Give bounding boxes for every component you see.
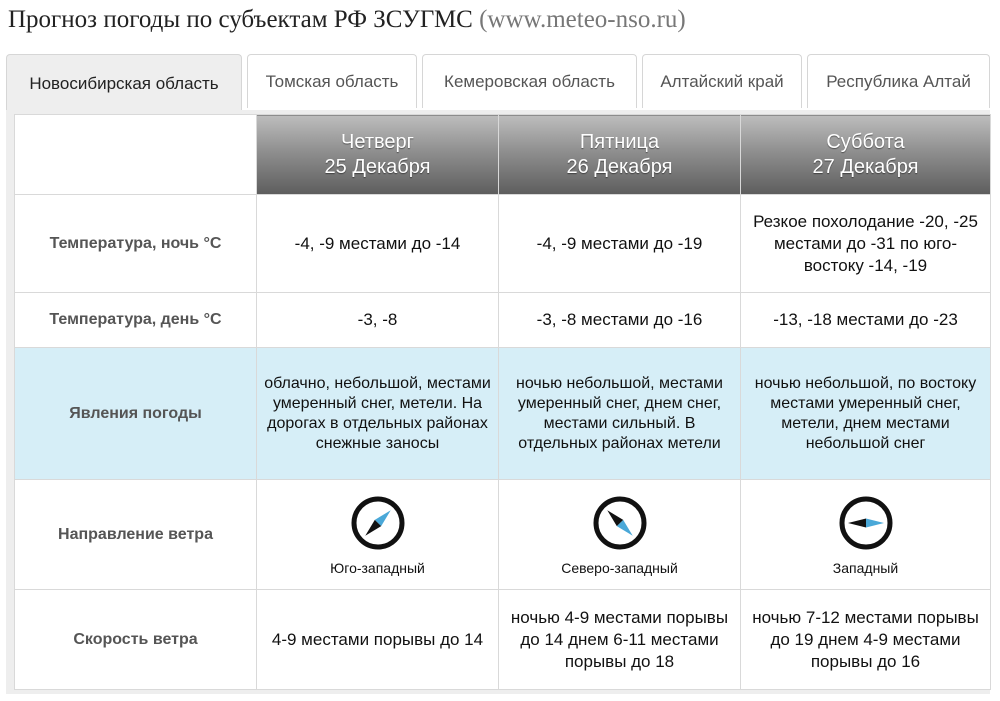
tab-altai-krai[interactable]: Алтайский край	[642, 54, 802, 108]
table-header-row	[15, 115, 991, 195]
day-header-saturday	[741, 115, 991, 195]
phenomena-value: ночью небольшой, местами умеренный снег, днем снег, местами сильный. В отдельных районах метели	[499, 348, 741, 480]
day-date: 26 Декабря	[566, 155, 673, 178]
forecast-table	[14, 114, 991, 690]
temp-day-value: -13, -18 местами до -23	[741, 293, 991, 348]
site-url: (www.meteo-nso.ru)	[479, 6, 686, 33]
row-label-wind-speed: Скорость ветра	[15, 590, 257, 690]
tab-novosibirsk[interactable]: Новосибирская область	[6, 54, 242, 112]
wind-speed-value: 4-9 местами порывы до 14	[257, 590, 499, 690]
day-weekday: Четверг	[341, 130, 414, 153]
table-row	[15, 590, 991, 690]
wind-direction-cell	[741, 480, 991, 590]
forecast-panel	[6, 110, 990, 694]
day-weekday: Суббота	[826, 130, 905, 153]
temp-night-value: -4, -9 местами до -19	[499, 195, 741, 293]
row-label-temp-night: Температура, ночь °C	[15, 195, 257, 293]
row-label-wind-direction: Направление ветра	[15, 480, 257, 590]
table-row	[15, 195, 991, 293]
compass-west-icon	[837, 494, 895, 552]
row-label-temp-day: Температура, день °C	[15, 293, 257, 348]
table-row	[15, 348, 991, 480]
day-weekday: Пятница	[579, 130, 660, 153]
temp-night-value: -4, -9 местами до -14	[257, 195, 499, 293]
compass-northwest-icon	[591, 494, 649, 552]
temp-day-value: -3, -8 местами до -16	[499, 293, 741, 348]
day-date: 27 Декабря	[812, 155, 919, 178]
header-corner	[15, 115, 257, 195]
tab-kemerovo[interactable]: Кемеровская область	[422, 54, 637, 108]
compass-southwest-icon	[349, 494, 407, 552]
wind-direction-label: Западный	[832, 559, 899, 576]
wind-direction-label: Юго-западный	[330, 559, 425, 576]
day-header-friday	[499, 115, 741, 195]
wind-speed-value: ночью 4-9 местами порывы до 14 днем 6-11 местами порывы до 18	[499, 590, 741, 690]
page-title-text: Прогноз погоды по субъектам РФ ЗСУГМС	[8, 6, 473, 33]
region-tabs	[6, 54, 990, 110]
phenomena-value: облачно, небольшой, местами умеренный снег, метели. На дорогах в отдельных районах снежные заносы	[257, 348, 499, 480]
temp-night-value: Резкое похолодание -20, -25 местами до -31 по юго-востоку -14, -19	[741, 195, 991, 293]
tab-altai-republic[interactable]: Республика Алтай	[807, 54, 990, 108]
page-title	[8, 6, 686, 34]
wind-speed-value: ночью 7-12 местами порывы до 19 днем 4-9 местами порывы до 16	[741, 590, 991, 690]
table-row	[15, 293, 991, 348]
day-date: 25 Декабря	[324, 155, 431, 178]
wind-direction-cell	[257, 480, 499, 590]
wind-direction-label: Северо-западный	[561, 559, 678, 576]
day-header-thursday	[257, 115, 499, 195]
temp-day-value: -3, -8	[257, 293, 499, 348]
row-label-phenomena: Явления погоды	[15, 348, 257, 480]
wind-direction-cell	[499, 480, 741, 590]
tab-tomsk[interactable]: Томская область	[247, 54, 417, 108]
table-row	[15, 480, 991, 590]
phenomena-value: ночью небольшой, по востоку местами умеренный снег, метели, днем местами небольшой снег	[741, 348, 991, 480]
